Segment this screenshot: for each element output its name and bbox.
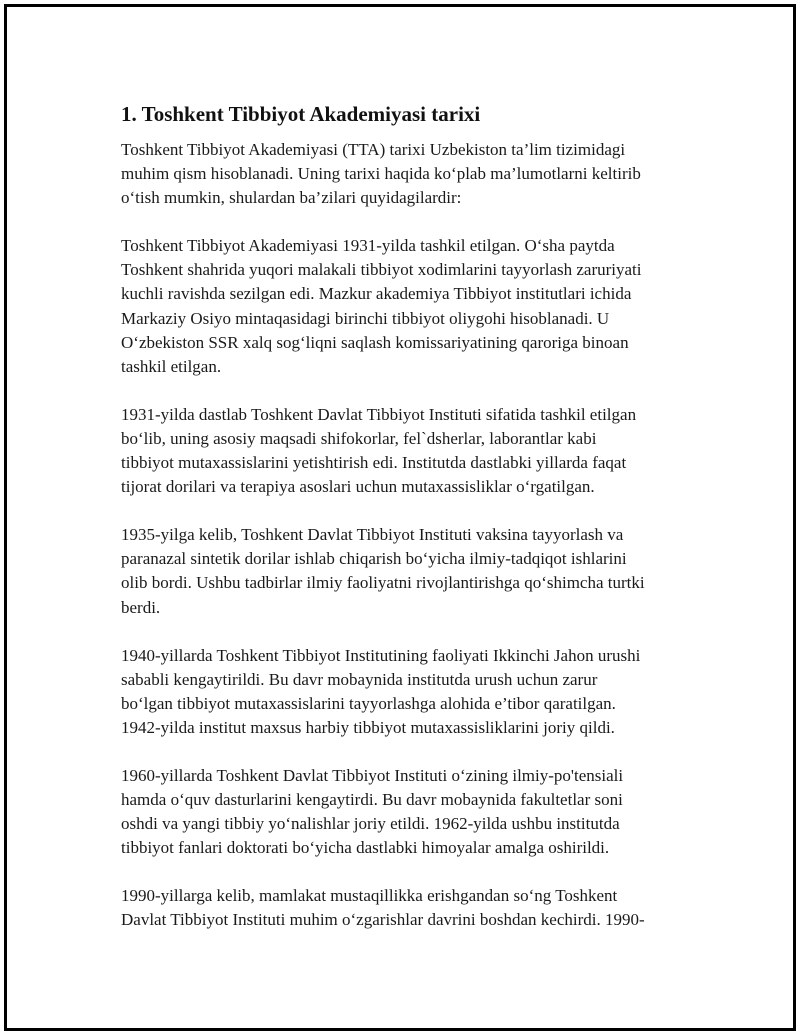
paragraph-1935 bbox=[121, 523, 701, 619]
text-line: Toshkent Tibbiyot Akademiyasi (TTA) tarixi Uzbekiston ta’lim tizimidagi bbox=[121, 140, 626, 159]
document-page bbox=[4, 4, 796, 1031]
text-line: o‘tish mumkin, shulardan ba’zilari quyidagilardir: bbox=[121, 188, 462, 208]
paragraph-1931 bbox=[121, 403, 701, 499]
text-line: bo‘lgan tibbiyot mutaxassislarini tayyorlashga alohida e’tibor qaratilgan. bbox=[121, 693, 616, 713]
text-line: tijorat dorilari va terapiya asoslari uchun mutaxassisliklar o‘rgatilgan. bbox=[121, 477, 595, 497]
text-line: 1990-yillarga kelib, mamlakat mustaqillikka erishgandan so‘ng Toshkent bbox=[121, 886, 618, 906]
paragraph-1940s bbox=[121, 644, 701, 740]
paragraph-1960s bbox=[121, 764, 701, 860]
text-line: 1940-yillarda Toshkent Tibbiyot Institutining faoliyati Ikkinchi Jahon urushi bbox=[121, 645, 641, 665]
text-line: kuchli ravishda sezilgan edi. Mazkur akademiya Tibbiyot institutlari ichida bbox=[121, 284, 632, 304]
text-line: Davlat Tibbiyot Instituti muhim o‘zgarishlar davrini boshdan kechirdi. 1990- bbox=[121, 910, 645, 930]
document-body bbox=[121, 101, 701, 957]
text-line: muhim qism hisoblanadi. Uning tarixi haqida ko‘plab ma’lumotlarni keltirib bbox=[121, 164, 641, 184]
text-line: hamda o‘quv dasturlarini kengaytirdi. Bu davr mobaynida fakultetlar soni bbox=[121, 790, 623, 810]
text-line: Toshkent shahrida yuqori malakali tibbiyot xodimlarini tayyorlash zaruriyati bbox=[121, 260, 642, 280]
text-line: 1935-yilga kelib, Toshkent Davlat Tibbiyot Instituti vaksina tayyorlash va bbox=[121, 525, 624, 545]
text-line: bo‘lib, uning asosiy maqsadi shifokorlar, fel`dsherlar, laborantlar kabi bbox=[121, 428, 597, 448]
text-line: oshdi va yangi tibbiy yo‘nalishlar joriy etildi. 1962-yilda ushbu institutda bbox=[121, 814, 620, 834]
text-line: 1931-yilda dastlab Toshkent Davlat Tibbiyot Instituti sifatida tashkil etilgan bbox=[121, 404, 637, 424]
text-line: sababli kengaytirildi. Bu davr mobaynida institutda urush uchun zarur bbox=[121, 669, 598, 689]
text-line: olib bordi. Ushbu tadbirlar ilmiy faoliyatni rivojlantirishga qo‘shimcha turtki bbox=[121, 573, 645, 593]
text-line: paranazal sintetik dorilar ishlab chiqarish bo‘yicha ilmiy-tadqiqot ishlarini bbox=[121, 549, 627, 569]
text-line: Toshkent Tibbiyot Akademiyasi 1931-yilda tashkil etilgan. O‘sha paytda bbox=[121, 236, 615, 256]
text-line: berdi. bbox=[121, 597, 161, 617]
text-line: tashkil etilgan. bbox=[121, 356, 222, 376]
text-line: O‘zbekiston SSR xalq sog‘liqni saqlash komissariyatining qaroriga binoan bbox=[121, 332, 629, 352]
text-line: 1942-yilda institut maxsus harbiy tibbiyot mutaxassisliklarini joriy qildi. bbox=[121, 717, 615, 737]
text-line: tibbiyot mutaxassislarini yetishtirish edi. Institutda dastlabki yillarda faqat bbox=[121, 453, 627, 473]
text-line: 1960-yillarda Toshkent Davlat Tibbiyot Instituti o‘zining ilmiy-po'tensiali bbox=[121, 765, 624, 785]
paragraph-founding bbox=[121, 234, 701, 379]
paragraph-intro bbox=[121, 138, 701, 210]
section-heading: 1. Toshkent Tibbiyot Akademiyasi tarixi bbox=[121, 102, 481, 126]
paragraph-1990s bbox=[121, 884, 701, 932]
text-line: Markaziy Osiyo mintaqasidagi birinchi tibbiyot oliygohi hisoblanadi. U bbox=[121, 308, 610, 328]
text-line: tibbiyot fanlari doktorati bo‘yicha dastlabki himoyalar amalga oshirildi. bbox=[121, 838, 610, 858]
